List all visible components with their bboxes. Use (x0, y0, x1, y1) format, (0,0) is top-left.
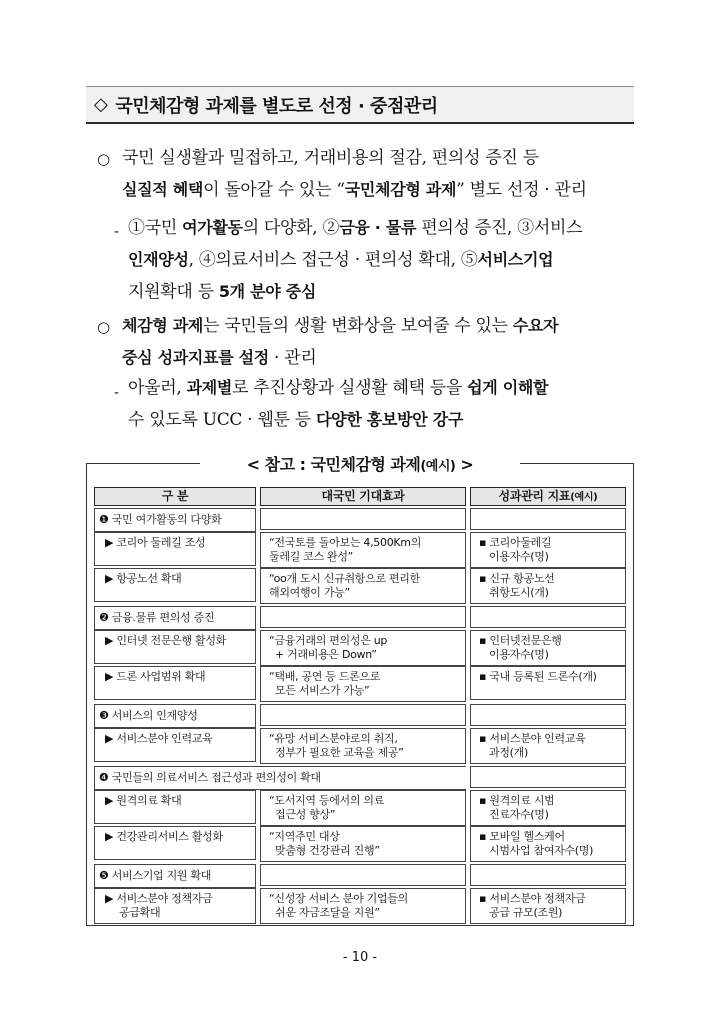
effect-cell: “oo개 도시 신규취항으로 편리한 해외여행이 가능” (260, 568, 466, 604)
indicator-cell: ▪ 모바일 헬스케어 시범사업 참여자수(명) (470, 826, 626, 862)
task-cell: ▶ 항공노선 확대 (94, 568, 256, 602)
table-row (94, 888, 626, 924)
category-label: ❺ 서비스기업 지원 확대 (94, 864, 256, 888)
category-row (94, 508, 626, 532)
header-effect: 대국민 기대효과 (260, 487, 466, 506)
indicator-cell: ▪ 인터넷전문은행 이용자수(명) (470, 630, 626, 666)
circle-bullet-icon: ○ (97, 150, 111, 168)
effect-cell: “지역주민 대상 맞춤형 건강관리 진행” (260, 826, 466, 862)
task-cell: ▶ 서비스분야 인력교육 (94, 728, 256, 762)
dash-bullet: - (114, 222, 120, 240)
category-row (94, 766, 626, 790)
paragraph-4: 아울러, 과제별로 추진상황과 실생활 혜택 등을 쉽게 이해할 수 있도록 UCC · 웹툰 등 다양한 홍보방안 강구 (128, 378, 549, 430)
indicator-cell: ▪ 서비스분야 정책자금 공급 규모(조원) (470, 888, 626, 924)
effect-cell: “전국토를 돌아보는 4,500Km의 둘레길 코스 완성” (260, 532, 466, 568)
effect-cell: “신성장 서비스 분야 기업들의 쉬운 자금조달을 지원” (260, 888, 466, 924)
paragraph-3: 체감형 과제는 국민들의 생활 변화상을 보여줄 수 있는 수요자 중심 성과지표를 설정 · 관리 (122, 316, 559, 368)
table-row (94, 728, 626, 764)
category-row (94, 864, 626, 888)
category-label: ❹ 국민들의 의료서비스 접근성과 편의성이 확대 (94, 766, 466, 790)
category-label: ❷ 금융.물류 편의성 증진 (94, 606, 256, 630)
dash-bullet: - (114, 383, 120, 401)
section-heading-text: 국민체감형 과제를 별도로 선정 · 중점관리 (115, 95, 438, 117)
effect-cell: “유망 서비스분야로의 취직, 정부가 필요한 교육을 제공” (260, 728, 466, 764)
effect-cell: “도서지역 등에서의 의료 접근성 향상” (260, 790, 466, 826)
header-indicator: 성과관리 지표(예시) (470, 487, 626, 506)
table-header-row (94, 487, 626, 506)
effect-cell: “금융거래의 편의성은 up + 거래비용은 Down” (260, 630, 466, 666)
category-label: ❸ 서비스의 인재양성 (94, 704, 256, 728)
table-row (94, 532, 626, 568)
table-row (94, 666, 626, 702)
page-number: - 10 - (342, 950, 378, 965)
table-row (94, 826, 626, 862)
task-cell: ▶ 코리아 둘레길 조성 (94, 532, 256, 566)
task-cell: ▶ 건강관리서비스 활성화 (94, 826, 256, 860)
task-cell: ▶ 드론 사업범위 확대 (94, 666, 256, 700)
category-label: ❶ 국민 여가활동의 다양화 (94, 508, 256, 532)
section-heading (86, 86, 634, 124)
category-row (94, 606, 626, 630)
indicator-cell: ▪ 신규 항공노선 취항도시(개) (470, 568, 626, 604)
diamond-icon: ◇ (94, 94, 108, 115)
circle-bullet-icon: ○ (97, 318, 111, 336)
reference-table (94, 487, 626, 924)
category-row (94, 704, 626, 728)
task-cell: ▶ 서비스분야 정책자금 공급확대 (94, 888, 256, 924)
header-category: 구 분 (94, 487, 256, 506)
indicator-cell: ▪ 서비스분야 인력교육 과정(개) (470, 728, 626, 764)
task-cell: ▶ 인터넷 전문은행 활성화 (94, 630, 256, 664)
table-row (94, 568, 626, 604)
effect-cell: “택배, 공연 등 드론으로 모든 서비스가 가능” (260, 666, 466, 702)
reference-title: < 참고 : 국민체감형 과제(예시) > (200, 452, 520, 475)
task-cell: ▶ 원격의료 확대 (94, 790, 256, 824)
paragraph-2: ①국민 여가활동의 다양화, ②금융 · 물류 편의성 증진, ③서비스 인재양성, ④의료서비스 접근성 · 편의성 확대, ⑤서비스기업 지원확대 등 5개 분야 중심 (128, 218, 583, 302)
indicator-cell: ▪ 코리아둘레길 이용자수(명) (470, 532, 626, 568)
indicator-cell: ▪ 국내 등록된 드론수(개) (470, 666, 626, 700)
indicator-cell: ▪ 원격의료 시범 진료자수(명) (470, 790, 626, 826)
paragraph-1: 국민 실생활과 밀접하고, 거래비용의 절감, 편의성 증진 등 실질적 혜택이 돌아갈 수 있는 “국민체감형 과제” 별도 선정 · 관리 (122, 148, 587, 200)
table-row (94, 630, 626, 666)
table-row (94, 790, 626, 826)
